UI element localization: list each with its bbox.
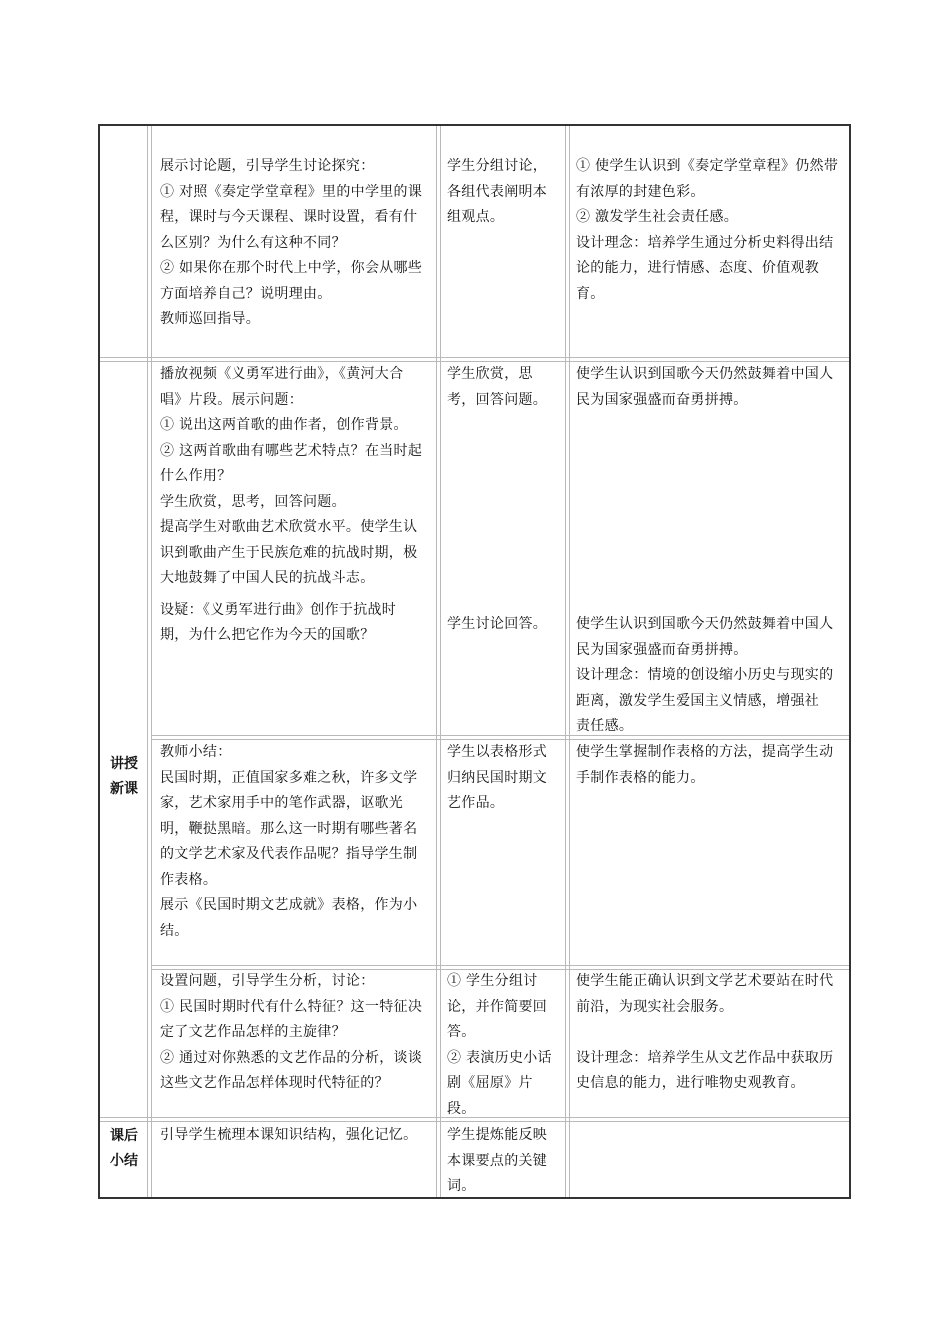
cell-line: 使学生能正确认识到文学艺术要站在时代: [576, 973, 834, 989]
cell-line: ① 对照《奏定学堂章程》里的中学里的课: [160, 183, 423, 200]
student-activity-cell: [447, 154, 562, 231]
cell-line: 手制作表格的能力。: [576, 769, 705, 786]
cell-line: 提高学生对歌曲艺术欣赏水平。使学生认: [160, 519, 418, 535]
section-label-line: 讲授: [110, 756, 138, 772]
student-activity-cell: [447, 612, 562, 638]
column-divider: [436, 126, 437, 1197]
section-label-lecture: [98, 752, 150, 802]
design-intent-cell: [576, 740, 846, 791]
cell-line: 归纳民国时期文: [447, 769, 548, 786]
cell-line: 设疑：《义勇军进行曲》创作于抗战时: [160, 601, 397, 618]
cell-line: 各组代表阐明本: [447, 183, 548, 200]
teacher-activity-cell: [160, 1123, 432, 1149]
cell-line: 明，鞭挞黑暗。那么这一时期有哪些著名: [160, 820, 418, 837]
cell-line: ② 这两首歌曲有哪些艺术特点？在当时起: [160, 442, 423, 459]
cell-line: 学生分组讨论，: [447, 158, 548, 174]
cell-line: 有浓厚的封建色彩。: [576, 183, 705, 200]
cell-line: ① 学生分组讨: [447, 973, 538, 989]
cell-line: 大地鼓舞了中国人民的抗战斗志。: [160, 570, 375, 586]
section-label-line: 课后: [110, 1128, 138, 1144]
cell-line: ① 民国时期时代有什么特征？这一特征决: [160, 998, 423, 1015]
cell-line: 设计理念：情境的创设缩小历史与现实的: [576, 667, 834, 683]
column-divider: [151, 126, 152, 1197]
cell-line: 学生提炼能反映: [447, 1127, 548, 1143]
section-label-summary: [98, 1124, 150, 1174]
cell-line: 论，并作简要回: [447, 998, 548, 1015]
teacher-activity-cell: [160, 969, 432, 1097]
cell-line: 程，课时与今天课程、课时设置，看有什: [160, 209, 418, 225]
cell-line: 作表格。: [160, 871, 218, 888]
cell-line: 本课要点的关键: [447, 1152, 548, 1169]
column-divider: [565, 126, 566, 1197]
cell-line: 使学生认识到国歌今天仍然鼓舞着中国人: [576, 366, 834, 382]
cell-line: 考，回答问题。: [447, 391, 548, 408]
cell-line: ② 如果你在那个时代上中学，你会从哪些: [160, 260, 423, 276]
column-divider: [569, 126, 570, 1197]
cell-line: ② 激发学生社会责任感。: [576, 209, 739, 225]
column-divider: [440, 126, 441, 1197]
cell-line: 么区别？为什么有这种不同？: [160, 234, 346, 251]
cell-line: 民为国家强盛而奋勇拼搏。: [576, 391, 748, 408]
design-intent-cell: [576, 969, 846, 1097]
cell-line: 答。: [447, 1024, 476, 1040]
cell-line: 识到歌曲产生于民族危难的抗战时期，极: [160, 544, 418, 561]
cell-line: 播放视频《义勇军进行曲》，《黄河大合: [160, 366, 404, 382]
cell-line: 设置问题，引导学生分析，讨论：: [160, 973, 375, 989]
cell-line: 引导学生梳理本课知识结构，强化记忆。: [160, 1127, 418, 1143]
student-activity-cell: [447, 740, 562, 817]
cell-line: 使学生认识到国歌今天仍然鼓舞着中国人: [576, 616, 834, 632]
cell-line: 剧《屈原》片: [447, 1075, 533, 1091]
cell-line: 段。: [447, 1100, 476, 1117]
cell-line: 结。: [160, 922, 189, 939]
cell-line: 前沿，为现实社会服务。: [576, 998, 734, 1015]
design-intent-cell: [576, 154, 846, 307]
cell-line: 设计理念：培养学生从文艺作品中获取历: [576, 1049, 834, 1066]
cell-line: 责任感。: [576, 718, 634, 734]
cell-line: 方面培养自己？说明理由。: [160, 285, 332, 302]
cell-line: 这些文艺作品怎样体现时代特征的？: [160, 1075, 389, 1091]
cell-line: 学生欣赏，思: [447, 366, 533, 382]
cell-line: 家，艺术家用手中的笔作武器，讴歌光: [160, 795, 404, 811]
teacher-activity-cell: [160, 362, 432, 649]
cell-line: 距离，激发学生爱国主义情感，增强社: [576, 692, 820, 709]
cell-line: 民国时期，正值国家多难之秋，许多文学: [160, 769, 418, 786]
row-divider: [100, 357, 849, 358]
cell-line: 定了文艺作品怎样的主旋律？: [160, 1024, 346, 1040]
row-divider: [151, 965, 849, 966]
section-label-line: 新课: [110, 781, 138, 797]
teacher-activity-cell: [160, 740, 432, 944]
section-label-line: 小结: [110, 1153, 138, 1169]
cell-line: 展示《民国时期文艺成就》表格，作为小: [160, 897, 418, 913]
design-intent-cell: [576, 362, 846, 413]
cell-line: ① 说出这两首歌的曲作者，创作背景。: [160, 417, 408, 433]
cell-line: ① 使学生认识到《奏定学堂章程》仍然带: [576, 158, 839, 174]
cell-line: 育。: [576, 285, 605, 302]
teacher-activity-cell: [160, 154, 432, 333]
design-intent-cell: [576, 612, 846, 740]
cell-line: 学生讨论回答。: [447, 616, 548, 632]
cell-line: 什么作用？: [160, 468, 232, 484]
student-activity-cell: [447, 362, 562, 413]
cell-line: 期，为什么把它作为今天的国歌？: [160, 627, 375, 643]
cell-line: 艺作品。: [447, 795, 505, 811]
cell-line: ② 通过对你熟悉的文艺作品的分析，谈谈: [160, 1049, 423, 1066]
cell-line: 唱》片段。展示问题：: [160, 391, 303, 408]
cell-line: 使学生掌握制作表格的方法，提高学生动: [576, 744, 834, 760]
cell-line: 史信息的能力，进行唯物史观教育。: [576, 1075, 805, 1091]
cell-line: 展示讨论题，引导学生讨论探究：: [160, 158, 375, 174]
cell-line: 组观点。: [447, 209, 505, 225]
cell-line: 教师巡回指导。: [160, 311, 261, 327]
cell-line: 的文学艺术家及代表作品呢？指导学生制: [160, 846, 418, 862]
cell-line: 论的能力，进行情感、态度、价值观教: [576, 260, 820, 276]
cell-line: 词。: [447, 1178, 476, 1194]
student-activity-cell: [447, 1123, 562, 1200]
cell-line: ② 表演历史小话: [447, 1049, 552, 1066]
cell-blank-line: [576, 1020, 846, 1046]
column-divider: [147, 126, 148, 1197]
cell-line: 学生以表格形式: [447, 744, 548, 760]
cell-line: 民为国家强盛而奋勇拼搏。: [576, 641, 748, 658]
student-activity-cell: [447, 969, 562, 1122]
cell-line: 教师小结：: [160, 744, 232, 760]
cell-line: 设计理念：培养学生通过分析史料得出结: [576, 234, 834, 251]
cell-line: 学生欣赏，思考，回答问题。: [160, 493, 346, 510]
